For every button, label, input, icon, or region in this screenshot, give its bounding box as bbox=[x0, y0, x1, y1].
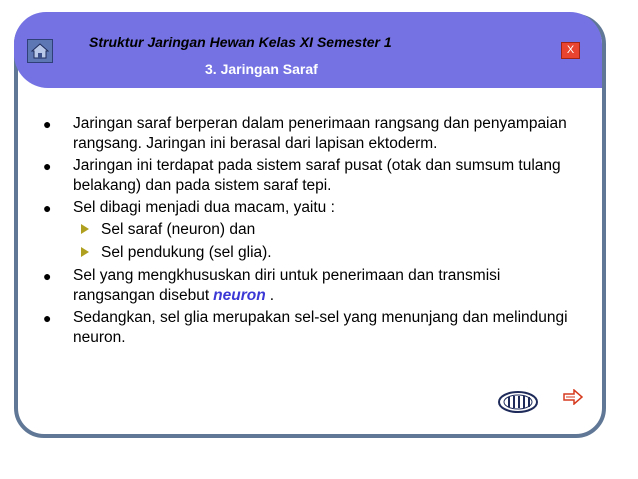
home-icon bbox=[31, 43, 49, 59]
section-subtitle: 3. Jaringan Saraf bbox=[205, 61, 318, 77]
sub-item-text: Sel pendukung (sel glia). bbox=[101, 244, 272, 261]
highlight-term: neuron bbox=[213, 287, 266, 304]
sub-item-text: Sel saraf (neuron) dan bbox=[101, 221, 256, 238]
home-button[interactable] bbox=[27, 39, 53, 63]
page-title: Struktur Jaringan Hewan Kelas XI Semester 1 bbox=[89, 34, 392, 50]
content-body bbox=[39, 114, 579, 350]
bullet-icon: ● bbox=[43, 200, 52, 216]
bullet-text-end: . bbox=[269, 287, 275, 304]
back-logo-icon[interactable] bbox=[498, 391, 538, 413]
bullet-icon: ● bbox=[43, 310, 52, 326]
bullet-item bbox=[39, 114, 579, 154]
sub-item bbox=[39, 243, 579, 263]
bullet-icon: ● bbox=[43, 116, 52, 132]
bullet-item bbox=[39, 266, 579, 306]
arrow-bullet-icon bbox=[81, 247, 89, 257]
sub-item bbox=[39, 220, 579, 240]
bullet-text: Sel dibagi menjadi dua macam, yaitu : bbox=[73, 199, 335, 216]
bullet-text: Jaringan saraf berperan dalam penerimaan rangsang dan penyampaian rangsang. Jaringan ini berasal dari lapisan ektoderm. bbox=[73, 115, 567, 152]
close-button[interactable] bbox=[561, 42, 580, 59]
arrow-bullet-icon bbox=[81, 224, 89, 234]
next-arrow-icon[interactable] bbox=[563, 389, 583, 405]
bullet-text: Sel yang mengkhususkan diri untuk penerimaan dan transmisi rangsangan disebut bbox=[73, 267, 501, 304]
bullet-item bbox=[39, 198, 579, 218]
bullet-icon: ● bbox=[43, 158, 52, 174]
bullet-text: Sedangkan, sel glia merupakan sel-sel yang menunjang dan melindungi neuron. bbox=[73, 309, 568, 346]
close-icon: X bbox=[566, 44, 575, 56]
bullet-item bbox=[39, 308, 579, 348]
bullet-icon: ● bbox=[43, 268, 52, 284]
bullet-text: Jaringan ini terdapat pada sistem saraf pusat (otak dan sumsum tulang belakang) dan pada sistem saraf tepi. bbox=[73, 157, 561, 194]
bullet-item bbox=[39, 156, 579, 196]
